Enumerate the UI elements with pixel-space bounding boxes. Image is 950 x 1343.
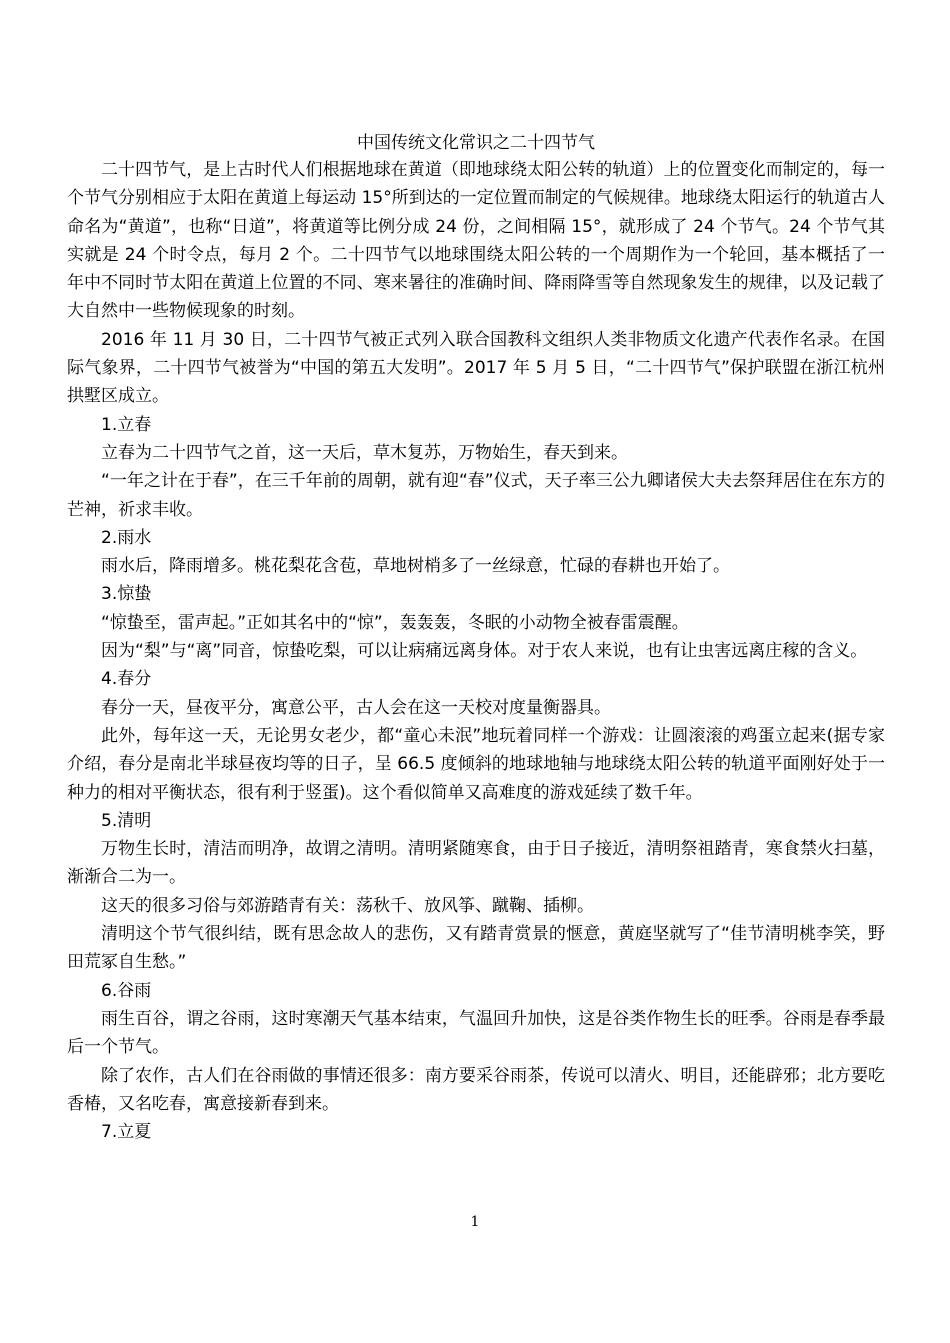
section-heading-qingming: 5.清明 xyxy=(101,810,152,831)
paragraph: 清明这个节气很纠结，既有思念故人的悲伤，又有踏青赏景的惬意，黄庭坚就写了“佳节清明桃李笑，野田荒冢自生愁。” xyxy=(67,924,885,973)
paragraph: 立春为二十四节气之首，这一天后，草木复苏，万物始生，春天到来。 xyxy=(101,442,628,463)
section-heading-jingzhe: 3.惊蛰 xyxy=(101,584,152,605)
paragraph: 因为“梨”与“离”同音，惊蛰吃梨，可以让病痛远离身体。对于农人来说，也有让虫害远离庄稼的含义。 xyxy=(101,641,868,662)
document-title: 中国传统文化常识之二十四节气 xyxy=(357,133,595,153)
page-number: 1 xyxy=(470,1214,480,1230)
paragraph: 雨水后，降雨增多。桃花梨花含苞，草地树梢多了一丝绿意，忙碌的春耕也开始了。 xyxy=(101,556,730,577)
paragraph: 这天的很多习俗与郊游踏青有关：荡秋千、放风筝、蹴鞠、插柳。 xyxy=(101,895,594,916)
section-heading-guyu: 6.谷雨 xyxy=(101,980,152,1001)
paragraph: 春分一天，昼夜平分，寓意公平，古人会在这一天校对度量衡器具。 xyxy=(101,697,611,718)
paragraph: 除了农作，古人们在谷雨做的事情还很多：南方要采谷雨茶，传说可以清火、明目，还能辟邪；北方要吃香椿，又名吃春，寓意接新春到来。 xyxy=(67,1065,885,1114)
section-heading-chunfen: 4.春分 xyxy=(101,669,152,690)
paragraph: 二十四节气，是上古时代人们根据地球在黄道（即地球绕太阳公转的轨道）上的位置变化而制定的，每一个节气分别相应于太阳在黄道上每运动 15°所到达的一定位置而制定的气候规律。地球绕太阳运行的轨道古人命名为“黄道”，也称“日道”，将黄道等比例分成 24 份，之间相隔 15°，就形成了 24 个节气。24 个节气其实就是 24 个时令点，每月 2 个。二十四节气以地球围绕太阳公转的一个周期作为一个轮回，基本概括了一年中不同时节太阳在黄道上位置的不同、寒来暑往的准确时间、降雨降雪等自然现象发生的规律，以及记载了大自然中一些物候现象的时刻。 xyxy=(67,160,885,322)
paragraph: 雨生百谷，谓之谷雨，这时寒潮天气基本结束，气温回升加快，这是谷类作物生长的旺季。谷雨是春季最后一个节气。 xyxy=(67,1008,885,1058)
paragraph: 此外，每年这一天，无论男女老少，都“童心未泯”地玩着同样一个游戏：让圆滚滚的鸡蛋立起来(据专家介绍，春分是南北半球昼夜均等的日子，呈 66.5 度倾斜的地球地轴与地球绕太阳公转的轨道平面刚好处于一种力的相对平衡状态，很有利于竖蛋)。这个看似简单又高难度的游戏延续了数千年。 xyxy=(67,725,885,803)
paragraph: 万物生长时，清洁而明净，故谓之清明。清明紧随寒食，由于日子接近，清明祭祖踏青，寒食禁火扫墓，渐渐合二为一。 xyxy=(67,839,885,888)
paragraph: 2016 年 11 月 30 日，二十四节气被正式列入联合国教科文组织人类非物质文化遗产代表作名录。在国际气象界，二十四节气被誉为“中国的第五大发明”。2017 年 5 月 5 日，“二十四节气”保护联盟在浙江杭州拱墅区成立。 xyxy=(67,329,885,407)
section-heading-lixia: 7.立夏 xyxy=(101,1122,152,1143)
paragraph: “一年之计在于春”，在三千年前的周朝，就有迎“春”仪式，天子率三公九卿诸侯大夫去祭拜居住在东方的芒神，祈求丰收。 xyxy=(67,471,885,520)
section-heading-lichun: 1.立春 xyxy=(101,414,152,435)
document-body xyxy=(67,130,885,1146)
section-heading-yushui: 2.雨水 xyxy=(101,527,152,548)
paragraph: “惊蛰至，雷声起。”正如其名中的“惊”，轰轰轰，冬眠的小动物全被春雷震醒。 xyxy=(101,612,689,633)
